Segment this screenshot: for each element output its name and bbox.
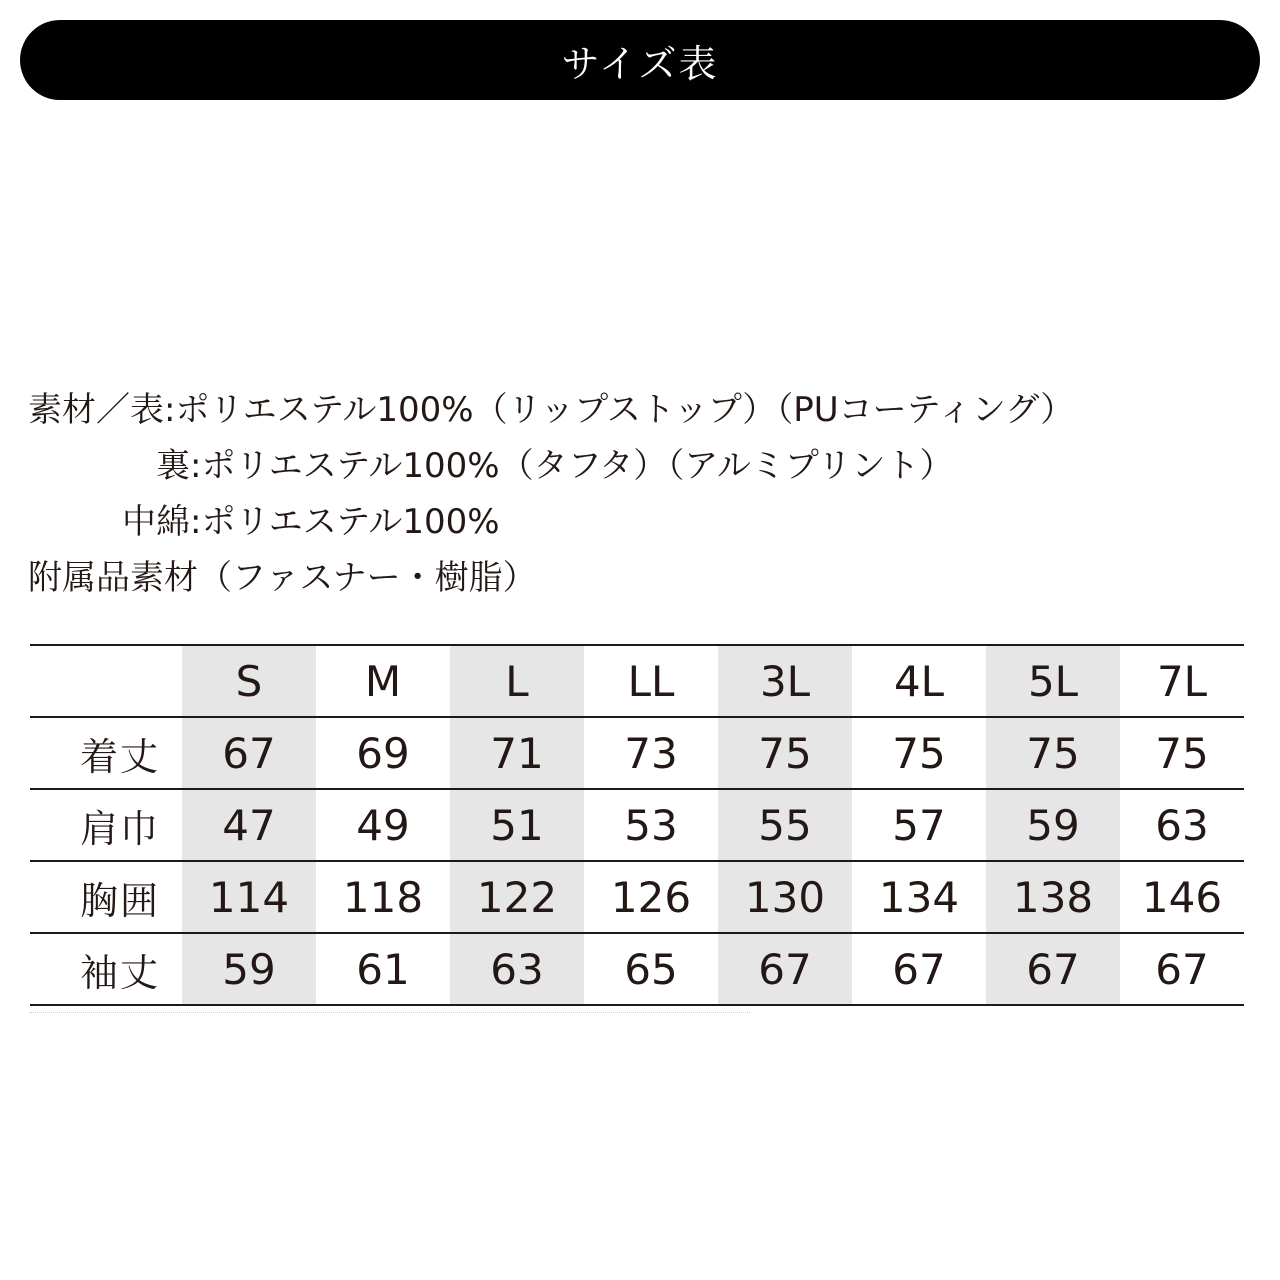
table-cell: 134 <box>878 872 960 922</box>
table-cell: 63 <box>1155 800 1209 850</box>
material-value: ポリエステル100%（リップストップ）（PUコーティング） <box>175 390 1075 430</box>
colon: : <box>190 502 202 542</box>
size-header-row <box>30 645 1244 717</box>
table-cell: 75 <box>1026 728 1080 778</box>
table-cell: 67 <box>222 728 276 778</box>
row-label: 胸囲 <box>79 878 160 923</box>
table-cell: 138 <box>1012 872 1094 922</box>
title-bar <box>20 20 1260 100</box>
table-cell: 55 <box>758 800 812 850</box>
table-row <box>30 789 1244 861</box>
size-header: 5L <box>1027 656 1079 706</box>
colon: : <box>190 446 202 486</box>
size-header: 7L <box>1156 656 1208 706</box>
table-cell: 65 <box>624 944 678 994</box>
row-label: 袖丈 <box>79 950 160 995</box>
table-row <box>30 861 1244 933</box>
materials-section <box>28 382 1074 606</box>
material-line-outer <box>28 382 1074 438</box>
size-header: S <box>235 656 263 706</box>
table-cell: 47 <box>222 800 276 850</box>
table-cell: 118 <box>342 872 424 922</box>
table-row <box>30 717 1244 789</box>
divider <box>30 1012 750 1016</box>
size-header: LL <box>627 656 675 706</box>
material-line-lining <box>28 438 1074 494</box>
table-cell: 73 <box>624 728 678 778</box>
material-line-accessories <box>28 550 1074 606</box>
table-cell: 59 <box>1026 800 1080 850</box>
size-header: 3L <box>759 656 811 706</box>
table-cell: 59 <box>222 944 276 994</box>
table-row <box>30 933 1244 1005</box>
size-table <box>30 644 1244 1006</box>
table-cell: 61 <box>356 944 410 994</box>
table-cell: 71 <box>490 728 544 778</box>
material-label: 中綿 <box>122 502 190 542</box>
table-cell: 75 <box>892 728 946 778</box>
size-header: L <box>505 656 529 706</box>
table-cell: 126 <box>610 872 692 922</box>
table-cell: 53 <box>624 800 678 850</box>
page-title: サイズ表 <box>561 41 719 86</box>
material-value: ポリエステル100% <box>201 502 500 542</box>
table-cell: 114 <box>208 872 290 922</box>
material-value: ポリエステル100%（タフタ）（アルミプリント） <box>201 446 954 486</box>
table-cell: 51 <box>490 800 544 850</box>
material-label: 附属品素材（ファスナー・樹脂） <box>28 558 537 598</box>
table-cell: 67 <box>1155 944 1209 994</box>
row-label: 着丈 <box>79 734 160 779</box>
colon: : <box>164 390 176 430</box>
table-cell: 67 <box>1026 944 1080 994</box>
corner-cell <box>30 645 182 717</box>
material-label: 素材／表 <box>28 390 164 430</box>
table-cell: 122 <box>476 872 558 922</box>
size-header: M <box>364 656 402 706</box>
material-label: 裏 <box>156 446 190 486</box>
table-cell: 67 <box>892 944 946 994</box>
table-cell: 49 <box>356 800 410 850</box>
table-cell: 69 <box>356 728 410 778</box>
size-header: 4L <box>893 656 945 706</box>
row-label: 肩巾 <box>79 806 160 851</box>
table-cell: 146 <box>1141 872 1223 922</box>
table-cell: 75 <box>1155 728 1209 778</box>
material-line-padding <box>28 494 1074 550</box>
table-cell: 63 <box>490 944 544 994</box>
table-cell: 57 <box>892 800 946 850</box>
table-cell: 75 <box>758 728 812 778</box>
table-cell: 130 <box>744 872 826 922</box>
table-cell: 67 <box>758 944 812 994</box>
